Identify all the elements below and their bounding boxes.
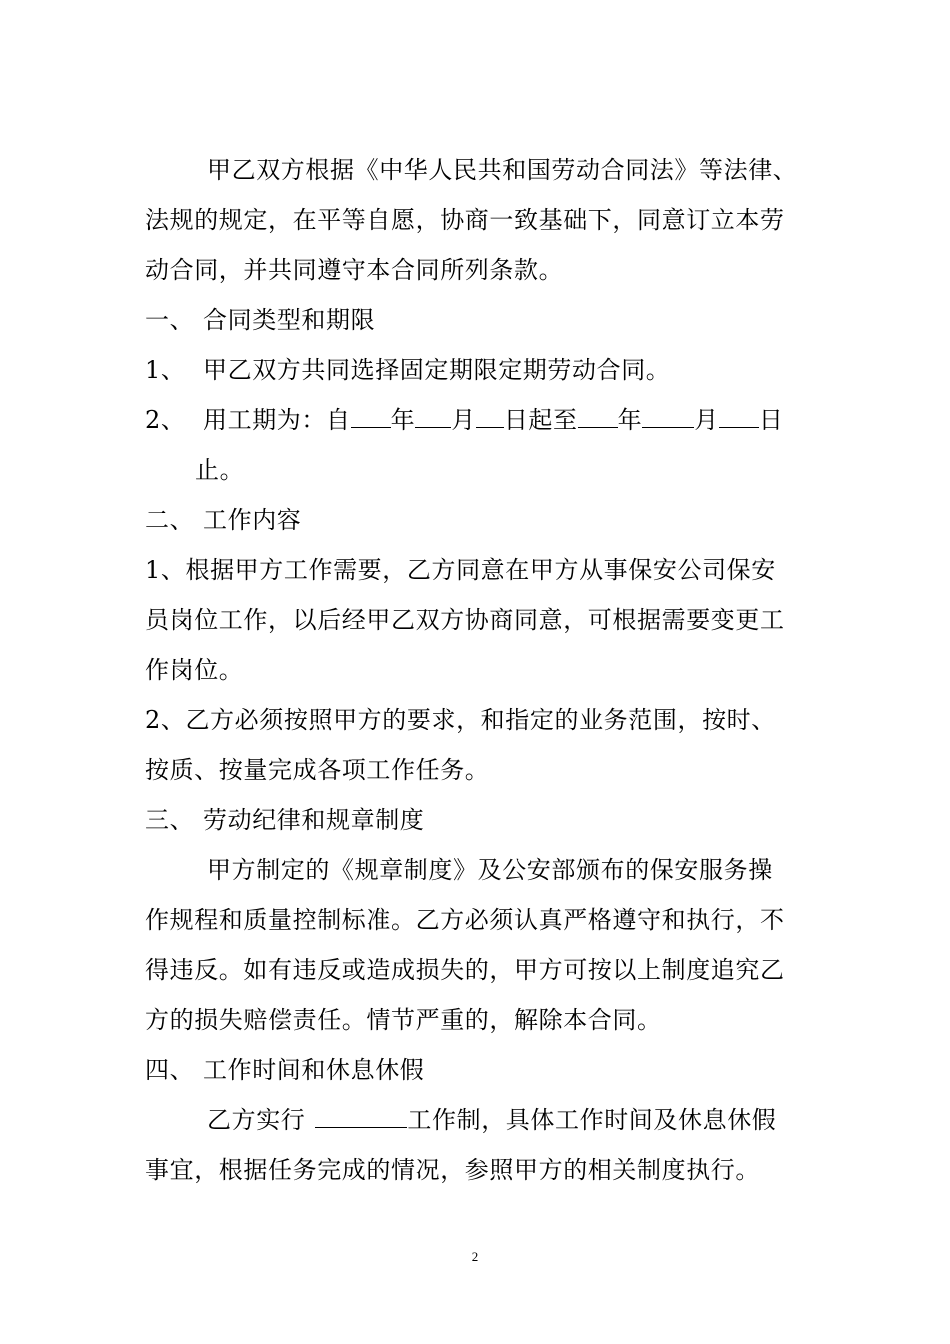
section-1-title: 合同类型和期限 bbox=[203, 306, 376, 334]
day-label: 日 bbox=[758, 406, 784, 434]
start-day-blank[interactable] bbox=[476, 405, 504, 428]
start-month-blank[interactable] bbox=[415, 405, 451, 428]
s2-p1-line-3: 作岗位。 bbox=[145, 656, 244, 684]
s4-line-2: 事宜，根据任务完成的情况，参照甲方的相关制度执行。 bbox=[145, 1156, 760, 1184]
term-lead-text: 用工期为：自 bbox=[203, 406, 351, 434]
end-day-blank[interactable] bbox=[719, 405, 759, 428]
page-number: 2 bbox=[471, 1249, 479, 1264]
section-2-heading bbox=[145, 495, 810, 545]
year-label: 年 bbox=[617, 406, 643, 434]
section-3-heading bbox=[145, 795, 810, 845]
s4-line-1 bbox=[145, 1095, 810, 1145]
month-label: 月 bbox=[451, 406, 476, 434]
s3-line-4: 方的损失赔偿责任。情节严重的，解除本合同。 bbox=[145, 1006, 662, 1034]
item-number: 1、 bbox=[145, 356, 186, 384]
intro-line-3: 动合同，并共同遵守本合同所列条款。 bbox=[145, 256, 564, 284]
s3-line-2: 作规程和质量控制标准。乙方必须认真严格遵守和执行，不 bbox=[145, 906, 785, 934]
item-text: 甲乙双方共同选择固定期限定期劳动合同。 bbox=[203, 356, 671, 384]
day-from-label: 日起至 bbox=[503, 406, 578, 434]
s2-p1-line-1: 1、根据甲方工作需要，乙方同意在甲方从事保安公司保安 bbox=[145, 556, 776, 584]
term-tail: 止。 bbox=[195, 456, 245, 484]
work-system-blank[interactable] bbox=[315, 1105, 407, 1128]
section-1-item-1 bbox=[145, 345, 810, 395]
work-system-lead: 乙方实行 bbox=[207, 1106, 306, 1134]
s2-p2-line-2: 按质、按量完成各项工作任务。 bbox=[145, 756, 490, 784]
section-2-number: 二、 bbox=[145, 506, 195, 534]
section-1-item-2 bbox=[145, 395, 810, 445]
item-number: 2、 bbox=[145, 406, 186, 434]
s2-p1-line-2: 员岗位工作，以后经甲乙双方协商同意，可根据需要变更工 bbox=[145, 606, 785, 634]
section-4-heading bbox=[145, 1045, 810, 1095]
work-system-rest: 工作制，具体工作时间及休息休假 bbox=[407, 1106, 777, 1134]
section-2-title: 工作内容 bbox=[203, 506, 302, 534]
end-month-blank[interactable] bbox=[642, 405, 694, 428]
start-year-blank[interactable] bbox=[351, 405, 391, 428]
end-year-blank[interactable] bbox=[578, 405, 618, 428]
section-3-number: 三、 bbox=[145, 806, 195, 834]
section-4-title: 工作时间和休息休假 bbox=[203, 1056, 425, 1084]
s3-line-1: 甲方制定的《规章制度》及公安部颁布的保安服务操 bbox=[207, 856, 773, 884]
month-label: 月 bbox=[694, 406, 719, 434]
section-1-number: 一、 bbox=[145, 306, 195, 334]
contract-body bbox=[145, 145, 810, 1195]
s2-p2-line-1: 2、乙方必须按照甲方的要求，和指定的业务范围，按时、 bbox=[145, 706, 776, 734]
section-3-title: 劳动纪律和规章制度 bbox=[203, 806, 425, 834]
intro-line-1: 甲乙双方根据《中华人民共和国劳动合同法》等法律、 bbox=[207, 156, 798, 184]
section-4-number: 四、 bbox=[145, 1056, 195, 1084]
s3-line-3: 得违反。如有违反或造成损失的，甲方可按以上制度追究乙 bbox=[145, 956, 785, 984]
section-1-heading bbox=[145, 295, 810, 345]
year-label: 年 bbox=[390, 406, 416, 434]
intro-line-2: 法规的规定，在平等自愿，协商一致基础下，同意订立本劳 bbox=[145, 206, 785, 234]
